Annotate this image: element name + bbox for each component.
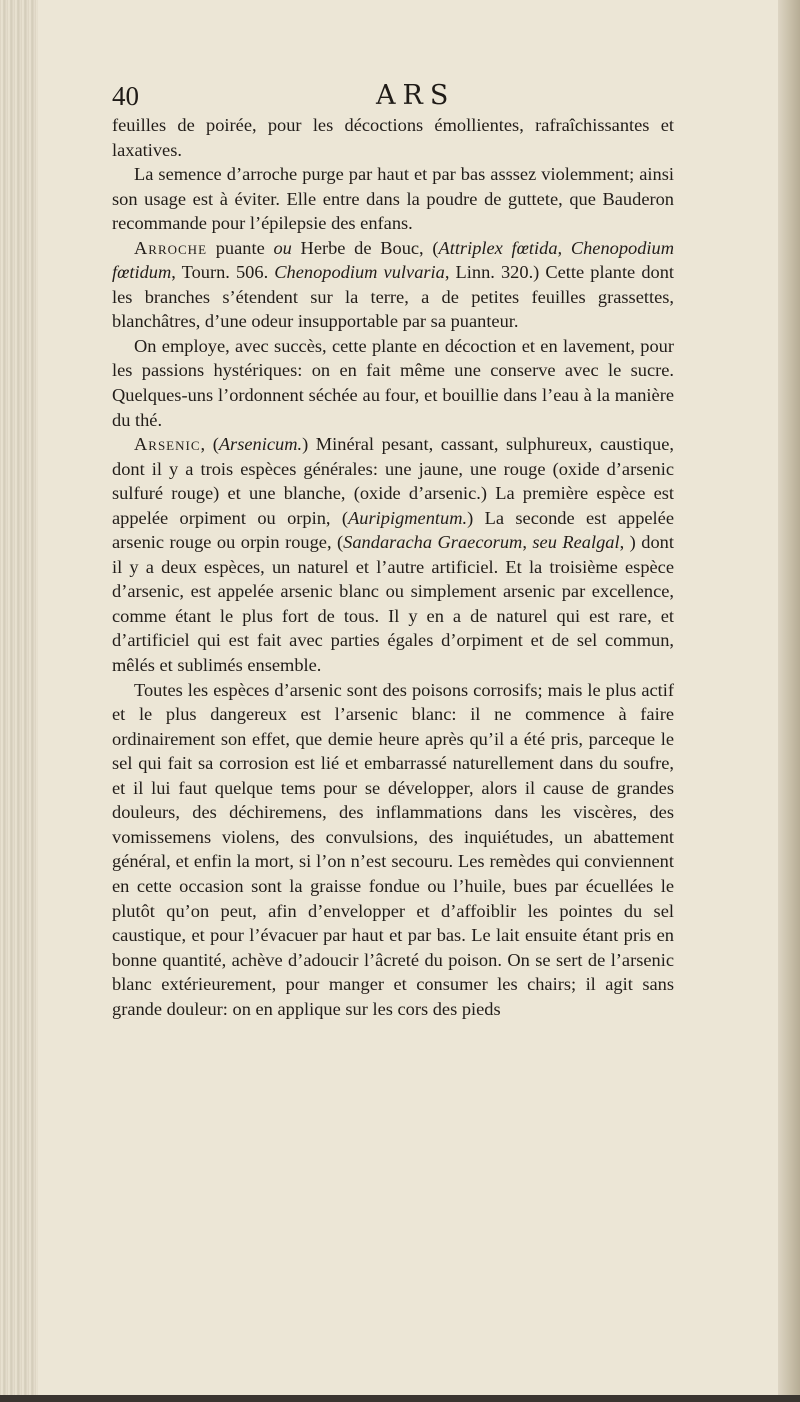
paragraph: On employe, avec succès, cette plante en décoction et en lavement, pour les passions hystériques: on en fait même une conserve avec le sucre. Quelques-uns l’ordonnent séchée au four, et bouillie dans l’eau à la manière du thé. bbox=[112, 335, 674, 430]
paragraph: Toutes les espèces d’arsenic sont des poisons corrosifs; mais le plus actif et le plus dangereux est l’arsenic blanc: il ne commence à faire ordinairement son effet, que demie heure après qu’il a été pris, parceque le sel qui fait sa corrosion est lié et embarrassé naturellement dans du soufre, et il lui faut quelque tems pour se développer, alors il cause de grandes douleurs, des déchiremens, des inflammations dans les viscères, des vomissemens violens, des convulsions, des inquiétudes, un abattement général, et enfin la mort, si l’on n’est secouru. Les remèdes qui conviennent en cette occasion sont la graisse fondue ou l’huile, bues par écuellées le plutôt qu’on peut, afin d’envelopper et d’affoiblir les pointes du sel caustique, et pour l’évacuer par haut et par bas. Le lait ensuite étant pris en bonne quantité, achève d’adoucir l’âcreté du poison. On se sert de l’arsenic blanc extérieurement, pour manger et consumer les chairs; il agit sans grande douleur: on en applique sur les cors des pieds bbox=[112, 679, 674, 1019]
entry-arroche-puante: Arroche puante ou Herbe de Bouc, (Attriplex fœtida, Chenopodium fœtidum, Tourn. 506. Chenopodium vulvaria, Linn. 320.) Cette plante dont les branches s’étendent sur la terre, a de petites feuilles grassettes, blanchâtres, d’une odeur insupportable par sa puanteur. bbox=[112, 237, 675, 332]
binding-gutter bbox=[0, 0, 38, 1402]
entry-headword: Arsenic bbox=[134, 434, 201, 455]
latin-name: Auripigmentum. bbox=[348, 507, 468, 528]
entry-headword: Arroche bbox=[134, 237, 208, 258]
latin-name: Chenopodium vulvaria bbox=[274, 262, 445, 283]
latin-name: Arsenicum. bbox=[218, 434, 303, 455]
body-text bbox=[112, 113, 674, 1021]
entry-arsenic: Arsenic, (Arsenicum.) Minéral pesant, cassant, sulphureux, caustique, dont il y a trois espèces générales: une jaune, une rouge (oxide d’arsenic sulfuré rouge) et une blanche, (oxide d’arsenic.) La première espèce est appelée orpiment ou orpin, (Auripigmentum.) La seconde est appelée arsenic rouge ou orpin rouge, (Sandaracha Graecorum, seu Realgal, ) dont il y a deux espèces, un naturel et l’autre artificiel. Et la troisième espèce d’arsenic, est appelée arsenic blanc ou simplement arsenic par excellence, comme étant le plus fort de tous. Il y en a de naturel qui est rare, et d’artificiel qui est fait avec parties égales d’orpiment et de sel commun, mêlés et sublimés ensemble. bbox=[112, 434, 674, 676]
paragraph: La semence d’arroche purge par haut et par bas asssez violemment; ainsi son usage est à éviter. Elle entre dans la poudre de guttete, que Bauderon recommande pour l’épilepsie des enfans. bbox=[112, 164, 674, 234]
page-bottom-edge bbox=[0, 1395, 800, 1402]
page-edge bbox=[778, 0, 800, 1402]
page-header bbox=[112, 78, 672, 114]
latin-name: seu Realgal bbox=[532, 532, 620, 553]
running-head: ARS bbox=[376, 80, 456, 111]
page-number: 40 bbox=[112, 81, 139, 111]
latin-name: Sandaracha Graecorum bbox=[343, 532, 523, 553]
paragraph: feuilles de poirée, pour les décoctions émollientes, rafraîchissantes et laxatives. bbox=[112, 115, 674, 160]
latin-name: Attriplex fœtida, Chenopodium fœtidum bbox=[112, 237, 675, 283]
